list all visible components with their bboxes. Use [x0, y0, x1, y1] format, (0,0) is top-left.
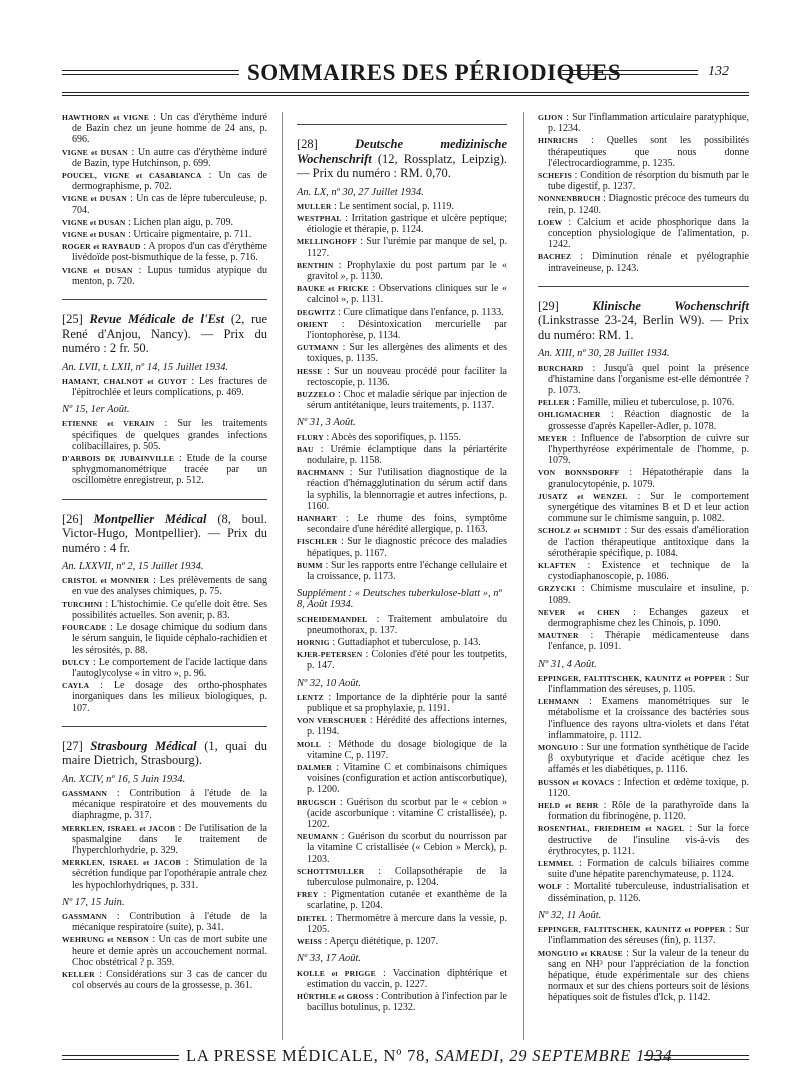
article-entry: [62, 170, 267, 192]
article-entry: [62, 934, 267, 968]
article-entry: [538, 363, 749, 397]
article-authors: PELLER: [538, 398, 570, 408]
column-divider: [523, 112, 524, 1040]
article-entry: [297, 797, 507, 831]
article-entry: [297, 307, 507, 318]
article-title: : Mortalité tuberculeuse, industrialisation et dissémination, p. 1126.: [548, 881, 749, 904]
article-entry: [297, 614, 507, 636]
article-entry: [297, 889, 507, 911]
article-entry: [538, 397, 749, 408]
article-authors: VIGNE et DUSAN: [62, 194, 127, 204]
article-entry: [62, 823, 267, 857]
article-title: : Famille, milieu et tuberculose, p. 1076.: [569, 397, 735, 409]
article-title: : Sur la valeur de la teneur du sang en NH³ pour l'appréciation de la fonction hépatique, étude expérimentale sur des chiens normaux et sur des chiens porteurs soit de lésions hépatiques soit de fistules d'Ick, p. 1142.: [548, 947, 750, 1004]
article-entry: [297, 560, 507, 582]
journal-heading: [538, 299, 749, 343]
journal-name: Strasbourg Médical: [90, 738, 197, 753]
article-title: : Echanges gazeux et dermographisme chez les Chinois, p. 1090.: [548, 606, 749, 630]
article-title: : Réaction diagnostic de la grossesse d'après Kapeller-Adler, p. 1078.: [548, 409, 749, 432]
journal-number: [28]: [297, 137, 318, 151]
article-authors: KOLLE et PRIGGE: [297, 968, 376, 978]
article-entry: [538, 630, 749, 652]
article-title: : Pigmentation cutanée et exanthème de la scarlatine, p. 1204.: [307, 889, 507, 912]
journal-details: (2, rue René d'Anjou, Nancy). — Prix du numéro : 2 fr. 50.: [62, 312, 268, 356]
article-entry: [297, 762, 507, 796]
article-authors: DIETEL: [297, 913, 327, 923]
article-title: : Prophylaxie du post partum par le « gravitol », p. 1130.: [307, 259, 507, 282]
journal-name: Klinische Wochenschrift: [592, 298, 749, 313]
article-entry: [62, 376, 267, 398]
article-entry: [297, 649, 507, 671]
article-title: : Guérison du scorbut par le « cebion » (acide ascorbunique : vitamine C cristallisée), p. 1202.: [307, 796, 507, 831]
article-entry: [297, 260, 507, 282]
article-title: : Sur l'inflammation des séreuses (fin), p. 1137.: [548, 924, 749, 947]
issue-heading: Supplément : « Deutsches tuberkulose-blatt », nº 8, Août 1934.: [297, 588, 502, 611]
article-title: : Le dosage chimique du sodium dans le sérum sanguin, le liquide céphalo-rachidien et les sérosités, p. 88.: [72, 622, 267, 656]
article-title: : Sur l'urémie par manque de sel, p. 1127.: [307, 236, 507, 259]
article-authors: FISCHLER: [297, 537, 338, 547]
article-title: : Etude de la course sphygmomanométrique tracée par un oscillomètre enregistreur, p. 512.: [72, 452, 267, 487]
article-authors: NONNENBRUCH: [538, 194, 601, 204]
article-entry: [538, 673, 749, 695]
article-title: : Un cas de dermographisme, p. 702.: [72, 170, 267, 193]
article-authors: WESTPHAL: [297, 213, 342, 223]
article-entry: [62, 575, 267, 597]
article-title: : Les fractures de l'épitrochlée et leurs complications, p. 469.: [72, 375, 267, 398]
article-entry: [297, 444, 507, 466]
column-left: [62, 112, 267, 1082]
article-authors: DEGWITZ: [297, 307, 336, 317]
article-title: : Lupus tumidus atypique du menton, p. 720.: [72, 264, 267, 287]
article-entry: [62, 622, 267, 656]
article-title: : Méthode du dosage biologique de la vitamine C, p. 1197.: [307, 738, 507, 761]
article-authors: OHLIGMACHER: [538, 410, 601, 420]
article-entry: [62, 788, 267, 822]
article-title: : Hépatothérapie dans la granulocytopénie, p. 1079.: [548, 467, 749, 490]
article-entry: [297, 201, 507, 212]
article-entry: [538, 777, 749, 799]
journal-number: [25]: [62, 312, 83, 327]
article-title: : Le comportement de l'acide lactique dans l'autoglycolyse « in vitro », p. 96.: [72, 656, 267, 679]
article-authors: MELLINGHOFF: [297, 237, 357, 247]
article-authors: VON VERSCHUER: [297, 716, 367, 726]
article-authors: FLURY: [297, 432, 324, 442]
section-divider: [538, 286, 749, 287]
article-title: : Existence et technique de la cystodiaphanoscopie, p. 1086.: [548, 560, 749, 583]
article-authors: HAMANT, CHALNOT et GUYOT: [62, 376, 187, 386]
article-authors: TURCHINI: [62, 599, 103, 609]
article-entry: [62, 229, 267, 240]
journal-number: [27]: [62, 738, 83, 753]
article-authors: HAWTHORN et VIGNE: [62, 113, 150, 122]
article-entry: [297, 342, 507, 364]
article-authors: ROSENTHAL, FRIEDHEIM et NAGEL: [538, 824, 685, 834]
issue-heading: An. LXXVII, nº 2, 15 Juillet 1934.: [62, 561, 204, 573]
article-title: : Sur l'utilisation diagnostique de la réaction d'hémagglutination du sérum actif dans la syphilis, la blennorragie et autres infections, p. 1160.: [307, 467, 507, 512]
article-entry: [62, 453, 267, 487]
article-authors: HANHART: [297, 513, 337, 523]
article-entry: [297, 467, 507, 512]
article-title: : Urticaire pigmentaire, p. 711.: [125, 229, 252, 241]
journal-name: Revue Médicale de l'Est: [89, 312, 225, 327]
journal-details: (1, quai du maire Dietrich, Strasbourg).: [62, 738, 267, 768]
article-authors: MEYER: [538, 433, 568, 443]
article-title: : Calcium et acide phosphorique dans la conception physiologique de l'alimentation, p. 1242.: [548, 216, 749, 251]
article-authors: CAYLA: [62, 681, 90, 691]
footer-rule-right: [644, 1055, 749, 1060]
article-authors: DALMER: [297, 763, 332, 773]
article-title: : Traitement ambulatoire du pneumothorax, p. 137.: [307, 613, 507, 636]
header-underline-2: [62, 95, 749, 96]
article-authors: BAU: [297, 444, 314, 454]
article-title: : Diagnostic précoce des tumeurs du rein, p. 1240.: [548, 193, 749, 216]
article-title: : Infection et œdème toxique, p. 1120.: [548, 776, 749, 799]
article-authors: HINRICHS: [538, 136, 578, 146]
article-authors: ORIENT: [297, 319, 329, 329]
article-authors: BUZZELO: [297, 389, 336, 399]
article-title: : Choc et maladie sérique par injection de sérum antitétanique, leurs traitements, p. 1137.: [307, 388, 507, 412]
journal-heading: [62, 312, 267, 356]
article-authors: GASSMANN: [62, 788, 108, 798]
article-title: : Stimulation de la sécrétion fundique par l'opothérapie antrale chez les hypochlorhydriques, p. 331.: [72, 857, 268, 891]
section-divider: [297, 124, 507, 125]
article-title: : Hérédité des affections internes, p. 1194.: [307, 715, 508, 738]
article-entry: [538, 217, 749, 251]
article-title: : Considérations sur 3 cas de cancer du col observés au cours de la grossesse, p. 361.: [72, 968, 267, 992]
issue-heading: Nº 33, 17 Août.: [297, 953, 362, 965]
article-authors: KLAFTEN: [538, 561, 577, 570]
issue-heading: Nº 32, 11 Août.: [538, 909, 602, 921]
article-title: : Sur la force destructive de l'insuline vis-à-vis des érythrocytes, p. 1121.: [548, 823, 749, 857]
journal-details: (12, Rossplatz, Leipzig). — Prix du numéro : RM. 0,70.: [297, 151, 507, 180]
article-entry: [297, 913, 507, 935]
article-entry: [538, 525, 749, 559]
article-title: : Contribution à l'infection par le bacillus botulinus, p. 1232.: [307, 990, 507, 1014]
issue-heading: Nº 15, 1er Août.: [62, 404, 130, 416]
article-authors: NEUMANN: [297, 832, 339, 842]
article-authors: MONGUIO et KRAUSE: [538, 948, 623, 958]
journal-name: Montpellier Médical: [93, 511, 207, 526]
article-title: : Observations cliniques sur le « calcinol », p. 1131.: [307, 283, 507, 306]
article-authors: BENTHIN: [297, 260, 334, 270]
article-entry: [538, 607, 749, 629]
article-authors: WEHRUNG et NEBSON: [62, 935, 149, 945]
journal-name: Deutsche medizinische Wochenschrift: [297, 137, 507, 166]
article-title: : Sur les allergènes des aliments et des toxiques, p. 1135.: [307, 342, 507, 365]
article-authors: DULCY: [62, 657, 91, 667]
article-authors: KELLER: [62, 969, 95, 979]
article-entry: [297, 968, 507, 990]
article-title: : Sur l'inflammation articulaire paratyphique, p. 1234.: [548, 112, 749, 135]
article-authors: GUTMANN: [297, 343, 339, 353]
article-entry: [538, 467, 749, 489]
article-title: : Vaccination diphtérique et estimation du vaccin, p. 1227.: [307, 967, 507, 990]
article-authors: VIGNE et DUSAN: [62, 230, 126, 240]
article-authors: LOEW: [538, 217, 563, 227]
article-authors: FREY: [297, 890, 319, 900]
article-authors: D'ARBOIS DE JUBAINVILLE: [62, 453, 175, 463]
column-right: [538, 112, 749, 1082]
article-entry: [538, 193, 749, 215]
article-authors: HÜRTHLE et GROSS: [297, 991, 374, 1001]
header-rule-left: [62, 70, 239, 75]
article-entry: [297, 319, 507, 341]
article-entry: [297, 213, 507, 235]
article-authors: KJER-PETERSEN: [297, 650, 363, 660]
article-title: : Le rhume des foins, symptôme secondaire d'une hérédité allergique, p. 1163.: [307, 512, 507, 536]
article-entry: [538, 251, 749, 273]
article-entry: [538, 583, 749, 605]
article-entry: [297, 637, 507, 648]
article-title: : Colonies d'été pour les toutpetits, p. 147.: [307, 649, 507, 672]
article-authors: MONGUIO: [538, 743, 579, 753]
article-entry: [62, 657, 267, 679]
article-authors: VIGNE et DUSAN: [62, 217, 126, 227]
article-title: : Le sentiment social, p. 1119.: [331, 200, 454, 212]
article-title: : Diminution rénale et pyélographie intraveineuse, p. 1243.: [548, 251, 749, 274]
article-entry: [538, 409, 749, 431]
article-entry: [62, 147, 267, 169]
article-entry: [297, 692, 507, 714]
article-entry: [62, 265, 267, 287]
article-authors: WOLF: [538, 882, 563, 892]
article-title: : Quelles sont les possibilités thérapeutiques que nous donne l'électrocardiogramme, p. 1235.: [548, 135, 749, 169]
article-authors: LEHMANN: [538, 697, 580, 707]
article-entry: [538, 858, 749, 880]
article-title: : Vitamine C et combinaisons chimiques voisines (configuration et action antiscorbutique), p. 1200.: [307, 762, 507, 796]
article-entry: [62, 857, 267, 891]
article-authors: GRZYCKI: [538, 584, 576, 594]
article-title: : Sur l'inflammation des séreuses, p. 1105.: [548, 672, 749, 696]
article-entry: [297, 536, 507, 558]
article-title: : Jusqu'à quel point la présence d'histamine dans l'organisme est-elle démontrée ? p. 1073.: [548, 362, 749, 396]
footer-date: SAMEDI, 29 SEPTEMBRE 1934: [435, 1046, 673, 1065]
article-authors: FOURCADE: [62, 623, 107, 633]
article-entry: [297, 283, 507, 305]
header-underline: [62, 92, 749, 93]
article-title: : Guttadiaphot et tuberculose, p. 143.: [329, 637, 481, 649]
article-entry: [538, 924, 749, 946]
article-authors: VIGNE et DUSAN: [62, 265, 133, 275]
article-authors: BACHMANN: [297, 468, 345, 478]
article-title: : Guérison du scorbut du nourrisson par la vitamine C cristallisée (« Cebion » Merck), p. 1203.: [307, 831, 507, 865]
article-title: : Irritation gastrique et ulcère peptique; étiologie et thérapie, p. 1124.: [307, 212, 507, 236]
issue-heading: An. LX, nº 30, 27 Juillet 1934.: [297, 186, 424, 198]
article-title: : Condition de résorption du bismuth par le tube digestif, p. 1237.: [548, 170, 749, 193]
article-entry: [538, 948, 749, 1004]
section-divider: [62, 726, 267, 727]
article-authors: GASSMANN: [62, 911, 108, 921]
article-entry: [297, 866, 507, 888]
article-title: : Rôle de la parathyroïde dans la formation du fibrinogène, p. 1120.: [548, 800, 749, 823]
article-title: : Un cas de mort subite une heure et demie après un accouchement normal. Choc obstétrical ? p. 359.: [72, 934, 268, 968]
article-entry: [538, 881, 749, 903]
article-entry: [538, 742, 749, 776]
article-entry: [297, 936, 507, 947]
article-entry: [297, 389, 507, 411]
header-rule-right: [562, 70, 698, 75]
article-authors: POUCEL, VIGNE et CASABIANCA: [62, 171, 202, 181]
page-number: 132: [708, 64, 729, 79]
article-title: : Sur un nouveau procédé pour faciliter la rectoscopie, p. 1136.: [307, 365, 507, 388]
article-authors: MERKLEN, ISRAEL et JACOB: [62, 823, 176, 833]
article-entry: [538, 560, 749, 582]
article-authors: BACHEZ: [538, 252, 572, 262]
article-authors: SCHEIDEMANDEL: [297, 614, 368, 624]
issue-heading: Nº 32, 10 Août.: [297, 677, 362, 689]
article-entry: [297, 991, 507, 1013]
journal-heading: [62, 512, 267, 556]
journal-details: (8, boul. Victor-Hugo, Montpellier). — Prix du numéro : 4 fr.: [62, 511, 268, 555]
article-entry: [297, 831, 507, 865]
article-entry: [538, 823, 749, 857]
article-authors: MAUTNER: [538, 631, 579, 641]
article-authors: ROGER et RAYBAUD: [62, 242, 141, 252]
article-entry: [297, 432, 507, 443]
article-authors: HESSE: [297, 366, 323, 376]
article-entry: [538, 696, 749, 741]
article-title: : Importance de la diphtérie pour la santé publique et sa prophylaxie, p. 1191.: [307, 691, 507, 715]
article-title: : Sur les rapports entre l'échange cellulaire et la croissance, p. 1173.: [307, 559, 507, 582]
journal-number: [29]: [538, 298, 559, 313]
article-authors: JUSATZ et WENZEL: [538, 491, 628, 501]
issue-heading: An. XIII, nº 30, 28 Juillet 1934.: [538, 348, 670, 360]
article-title: : Formation de calculs biliaires comme suite d'une hépatite parenchymateuse, p. 1124.: [548, 858, 749, 881]
article-title: : Sur le diagnostic précoce des maladies hépatiques, p. 1167.: [307, 536, 507, 559]
article-authors: CRISTOL et MONNIER: [62, 576, 150, 586]
section-divider: [62, 499, 267, 500]
article-entry: [297, 715, 507, 737]
issue-heading: An. LVII, t. LXII, nº 14, 15 Juillet 1934.: [62, 361, 229, 373]
article-entry: [297, 366, 507, 388]
article-entry: [297, 513, 507, 535]
article-title: : Aperçu diététique, p. 1207.: [322, 936, 439, 948]
article-authors: MULLER: [297, 201, 332, 211]
article-title: : Thermomètre à mercure dans la vessie, p. 1205.: [307, 912, 507, 935]
article-entry: [538, 112, 749, 134]
article-authors: SCHOTTMULLER: [297, 866, 365, 876]
article-entry: [62, 241, 267, 263]
article-title: : Thérapie médicamenteuse dans l'enfance, p. 1091.: [548, 630, 749, 653]
article-entry: [62, 193, 267, 215]
article-authors: BUSSON et KOVACS: [538, 777, 615, 787]
article-authors: GIJON: [538, 113, 564, 122]
article-title: : Lichen plan aigu, p. 709.: [125, 216, 234, 228]
article-title: : Sur des essais d'amélioration de l'action thérapeutique antitoxique dans la sérothérapie spécifique, p. 1084.: [548, 525, 749, 559]
article-authors: SCHOLZ et SCHMIDT: [538, 526, 621, 536]
article-authors: VIGNE et DUSAN: [62, 147, 128, 157]
journal-heading: [62, 739, 267, 768]
journal-details: (Linkstrasse 23-24, Berlin W9). — Prix du numéro: RM. 1.: [538, 313, 749, 342]
issue-heading: An. XCIV, nº 16, 5 Juin 1934.: [62, 773, 186, 785]
issue-heading: Nº 31, 4 Août.: [538, 658, 597, 670]
article-title: : Un autre cas d'érythème induré de Bazin, type Hutchinson, p. 699.: [72, 146, 267, 169]
article-title: : Urémie éclamptique dans la périartérite nodulaire, p. 1158.: [307, 443, 507, 466]
article-title: : Sur le comportement synergétique des vitamines B et D et leur action commune sur le chimisme sanguin, p. 1082.: [548, 490, 749, 525]
article-title: : Chimisme musculaire et insuline, p. 1089.: [548, 583, 749, 606]
issue-heading: Nº 17, 15 Juin.: [62, 896, 125, 908]
article-authors: SCHEFIS: [538, 171, 572, 181]
article-authors: MERKLEN, ISRAEL et JACOB: [62, 858, 181, 868]
column-middle: [297, 112, 507, 1082]
journal-heading: [297, 137, 507, 181]
article-entry: [538, 170, 749, 192]
article-authors: HORNIG: [297, 638, 330, 648]
article-title: : A propos d'un cas d'érythème livédoïde post-bismuthique de la fesse, p. 716.: [72, 241, 267, 264]
article-title: : Contribution à l'étude de la mécanique respiratoire et des mouvements du diaphragme, p. 317.: [72, 787, 267, 822]
article-entry: [538, 433, 749, 467]
article-title: : Un cas d'érythème induré de Bazin chez un jeune homme de 24 ans, p. 696.: [72, 112, 268, 146]
article-entry: [62, 217, 267, 228]
article-authors: LENTZ: [297, 692, 324, 702]
article-title: : Abcès des soporifiques, p. 1155.: [323, 431, 462, 443]
article-title: : De l'utilisation de la spasmalgine dans le traitement de l'hyperchlorhydrie, p. 329.: [72, 822, 267, 856]
article-title: : Un cas de lèpre tuberculeuse, p. 704.: [72, 193, 267, 216]
issue-heading: Nº 31, 3 Août.: [297, 417, 356, 429]
article-title: : L'histochimie. Ce qu'elle doit être. Ses possibilités actuelles. Son avenir, p. 83.: [72, 598, 267, 621]
article-authors: EPPINGER, FALTITSCHEK, KAUNITZ et POPPER: [538, 925, 726, 935]
article-entry: [297, 739, 507, 761]
article-entry: [538, 491, 749, 525]
article-authors: BUMM: [297, 560, 323, 570]
article-entry: [538, 800, 749, 822]
article-title: : Contribution à l'étude de la mécanique respiratoire (suite), p. 341.: [72, 910, 267, 934]
article-entry: [538, 135, 749, 169]
article-authors: BURCHARD: [538, 363, 584, 373]
column-divider: [282, 112, 283, 1040]
article-title: : Le dosage des ortho-phosphates inorganiques dans les milieux biologiques, p. 107.: [72, 680, 267, 714]
article-authors: ETIENNE et VERAIN: [62, 419, 155, 429]
article-authors: BAUKE et FRICKE: [297, 284, 369, 294]
footer-rule-left: [62, 1055, 179, 1060]
article-title: : Les prélèvements de sang en vue des analyses chimiques, p. 75.: [72, 575, 267, 598]
article-entry: [62, 418, 267, 452]
footer: [186, 1046, 672, 1066]
footer-journal: LA PRESSE MÉDICALE, Nº 78,: [186, 1046, 431, 1065]
article-authors: BRUGSCH: [297, 797, 336, 807]
article-title: : Sur les traitements spécifiques de quelques grandes infections colibacillaires, p. 505.: [72, 418, 267, 452]
journal-number: [26]: [62, 511, 83, 526]
article-entry: [297, 236, 507, 258]
article-title: : Sur une formation synthétique de l'acide β oxybutyrique et d'acide acétique chez les affamés et les diabétiques, p. 1116.: [548, 742, 749, 776]
article-authors: VON BONNSDORFF: [538, 468, 620, 478]
article-entry: [62, 969, 267, 991]
page-title: SOMMAIRES DES PÉRIODIQUES: [247, 60, 622, 85]
article-authors: HELD et BEHR: [538, 801, 599, 811]
article-authors: WEISS: [297, 937, 323, 947]
article-entry: [62, 911, 267, 933]
article-title: : Influence de l'absorption de cuivre sur l'hyperthyréose expérimentale de l'homme, p. 1079.: [548, 432, 749, 467]
article-entry: [62, 680, 267, 714]
article-title: : Cure climatique dans l'enfance, p. 1133.: [335, 306, 504, 318]
article-authors: EPPINGER, FALTITSCHEK, KAUNITZ et POPPER: [538, 673, 726, 683]
article-title: : Désintoxication mercurielle par l'iontophorèse, p. 1134.: [307, 318, 507, 341]
article-authors: MOLL: [297, 739, 322, 749]
article-title: : Examens manométriques sur le métabolisme et la croissance des bactéries sous l'influence des rayons ultra-violets et dans l'état inflammatoire, p. 1112.: [548, 696, 749, 741]
article-entry: [62, 599, 267, 621]
article-authors: NEVER et CHEN: [538, 607, 620, 617]
article-title: : Collapsothérapie de la tuberculose pulmonaire, p. 1204.: [307, 865, 507, 889]
article-entry: [62, 112, 267, 146]
article-authors: LEMMEL: [538, 859, 574, 869]
section-divider: [62, 299, 267, 300]
